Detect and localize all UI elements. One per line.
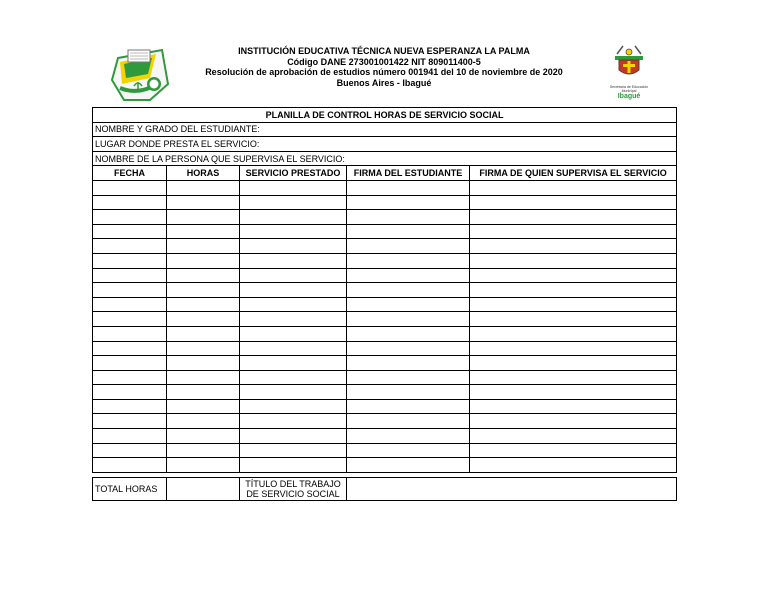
hours-cell[interactable]	[167, 210, 240, 225]
date-cell[interactable]	[93, 414, 167, 429]
supervisor-signature-cell[interactable]	[470, 429, 677, 444]
hours-cell[interactable]	[167, 429, 240, 444]
supervisor-signature-cell[interactable]	[470, 180, 677, 195]
hours-cell[interactable]	[167, 283, 240, 298]
service-cell[interactable]	[240, 283, 347, 298]
date-cell[interactable]	[93, 210, 167, 225]
student-signature-cell[interactable]	[347, 297, 470, 312]
log-rows	[93, 180, 677, 472]
supervisor-signature-cell[interactable]	[470, 283, 677, 298]
service-cell[interactable]	[240, 429, 347, 444]
student-signature-cell[interactable]	[347, 341, 470, 356]
service-cell[interactable]	[240, 312, 347, 327]
service-cell[interactable]	[240, 414, 347, 429]
hours-cell[interactable]	[167, 312, 240, 327]
table-row	[93, 429, 677, 444]
date-cell[interactable]	[93, 297, 167, 312]
table-row	[93, 341, 677, 356]
form-title: PLANILLA DE CONTROL HORAS DE SERVICIO SOCIAL	[93, 108, 677, 123]
date-cell[interactable]	[93, 195, 167, 210]
column-header-hours: HORAS	[167, 166, 240, 181]
service-cell[interactable]	[240, 443, 347, 458]
date-cell[interactable]	[93, 356, 167, 371]
date-cell[interactable]	[93, 326, 167, 341]
column-header-supervisor-signature: FIRMA DE QUIEN SUPERVISA EL SERVICIO	[470, 166, 677, 181]
table-row	[93, 180, 677, 195]
table-row	[93, 239, 677, 254]
student-signature-cell[interactable]	[347, 443, 470, 458]
supervisor-signature-cell[interactable]	[470, 385, 677, 400]
date-cell[interactable]	[93, 385, 167, 400]
hours-cell[interactable]	[167, 326, 240, 341]
table-row	[93, 195, 677, 210]
student-signature-cell[interactable]	[347, 385, 470, 400]
date-cell[interactable]	[93, 224, 167, 239]
total-hours-value-cell[interactable]	[167, 478, 240, 501]
hours-cell[interactable]	[167, 297, 240, 312]
service-cell[interactable]	[240, 326, 347, 341]
institution-codes: Código DANE 273001001422 NIT 809011400-5	[287, 56, 481, 67]
totals-table	[92, 477, 677, 501]
date-cell[interactable]	[93, 399, 167, 414]
service-place-field[interactable]: LUGAR DONDE PRESTA EL SERVICIO:	[93, 137, 677, 152]
table-row	[93, 326, 677, 341]
date-cell[interactable]	[93, 180, 167, 195]
institution-location: Buenos Aires - Ibagué	[336, 77, 432, 88]
table-row	[93, 443, 677, 458]
supervisor-signature-cell[interactable]	[470, 268, 677, 283]
service-cell[interactable]	[240, 253, 347, 268]
supervisor-signature-cell[interactable]	[470, 239, 677, 254]
student-signature-cell[interactable]	[347, 268, 470, 283]
student-signature-cell[interactable]	[347, 414, 470, 429]
service-control-table	[92, 107, 677, 473]
supervisor-signature-cell[interactable]	[470, 356, 677, 371]
ibague-secretary-logo	[603, 44, 655, 104]
table-row	[93, 312, 677, 327]
table-row	[93, 297, 677, 312]
hours-cell[interactable]	[167, 399, 240, 414]
student-signature-cell[interactable]	[347, 253, 470, 268]
service-cell[interactable]	[240, 239, 347, 254]
service-cell[interactable]	[240, 370, 347, 385]
hours-cell[interactable]	[167, 414, 240, 429]
municipal-label: Municipal	[621, 89, 637, 93]
hours-cell[interactable]	[167, 370, 240, 385]
total-hours-label: TOTAL HORAS	[93, 478, 167, 501]
supervisor-signature-cell[interactable]	[470, 370, 677, 385]
table-row	[93, 385, 677, 400]
column-header-student-signature: FIRMA DEL ESTUDIANTE	[347, 166, 470, 181]
supervisor-signature-cell[interactable]	[470, 297, 677, 312]
city-label: Ibagué	[617, 93, 641, 100]
date-cell[interactable]	[93, 458, 167, 473]
supervisor-signature-cell[interactable]	[470, 443, 677, 458]
hours-cell[interactable]	[167, 239, 240, 254]
service-cell[interactable]	[240, 180, 347, 195]
table-row	[93, 268, 677, 283]
service-cell[interactable]	[240, 458, 347, 473]
table-row	[93, 210, 677, 225]
student-signature-cell[interactable]	[347, 429, 470, 444]
supervisor-signature-cell[interactable]	[470, 312, 677, 327]
hours-cell[interactable]	[167, 458, 240, 473]
student-signature-cell[interactable]	[347, 399, 470, 414]
date-cell[interactable]	[93, 268, 167, 283]
supervisor-name-field[interactable]: NOMBRE DE LA PERSONA QUE SUPERVISA EL SERVICIO:	[93, 151, 677, 166]
student-signature-cell[interactable]	[347, 312, 470, 327]
student-signature-cell[interactable]	[347, 458, 470, 473]
student-signature-cell[interactable]	[347, 210, 470, 225]
date-cell[interactable]	[93, 312, 167, 327]
date-cell[interactable]	[93, 253, 167, 268]
supervisor-signature-cell[interactable]	[470, 326, 677, 341]
table-row	[93, 399, 677, 414]
service-cell[interactable]	[240, 297, 347, 312]
service-cell[interactable]	[240, 385, 347, 400]
service-cell[interactable]	[240, 399, 347, 414]
service-cell[interactable]	[240, 341, 347, 356]
supervisor-signature-cell[interactable]	[470, 414, 677, 429]
hours-cell[interactable]	[167, 253, 240, 268]
coat-of-arms-icon	[611, 44, 647, 80]
service-cell[interactable]	[240, 356, 347, 371]
hours-cell[interactable]	[167, 180, 240, 195]
hours-cell[interactable]	[167, 224, 240, 239]
student-signature-cell[interactable]	[347, 195, 470, 210]
supervisor-signature-cell[interactable]	[470, 224, 677, 239]
date-cell[interactable]	[93, 370, 167, 385]
supervisor-signature-cell[interactable]	[470, 341, 677, 356]
table-row	[93, 224, 677, 239]
column-header-date: FECHA	[93, 166, 167, 181]
institution-header	[180, 46, 588, 88]
hours-cell[interactable]	[167, 443, 240, 458]
supervisor-signature-cell[interactable]	[470, 458, 677, 473]
school-logo	[110, 44, 172, 104]
table-row	[93, 356, 677, 371]
table-row	[93, 283, 677, 298]
student-signature-cell[interactable]	[347, 283, 470, 298]
hours-cell[interactable]	[167, 356, 240, 371]
student-name-field[interactable]: NOMBRE Y GRADO DEL ESTUDIANTE:	[93, 122, 677, 137]
student-signature-cell[interactable]	[347, 356, 470, 371]
column-header-service: SERVICIO PRESTADO	[240, 166, 347, 181]
date-cell[interactable]	[93, 283, 167, 298]
student-signature-cell[interactable]	[347, 224, 470, 239]
table-row	[93, 370, 677, 385]
date-cell[interactable]	[93, 239, 167, 254]
hours-cell[interactable]	[167, 195, 240, 210]
service-cell[interactable]	[240, 195, 347, 210]
date-cell[interactable]	[93, 443, 167, 458]
service-cell[interactable]	[240, 224, 347, 239]
student-signature-cell[interactable]	[347, 180, 470, 195]
date-cell[interactable]	[93, 429, 167, 444]
service-cell[interactable]	[240, 210, 347, 225]
supervisor-signature-cell[interactable]	[470, 195, 677, 210]
supervisor-signature-cell[interactable]	[470, 253, 677, 268]
institution-name: INSTITUCIÓN EDUCATIVA TÉCNICA NUEVA ESPERANZA LA PALMA	[238, 46, 530, 56]
date-cell[interactable]	[93, 341, 167, 356]
supervisor-signature-cell[interactable]	[470, 210, 677, 225]
work-title-label: TÍTULO DEL TRABAJO DE SERVICIO SOCIAL	[240, 478, 347, 501]
table-row	[93, 414, 677, 429]
hours-cell[interactable]	[167, 341, 240, 356]
table-row	[93, 253, 677, 268]
student-signature-cell[interactable]	[347, 370, 470, 385]
hours-cell[interactable]	[167, 268, 240, 283]
student-signature-cell[interactable]	[347, 326, 470, 341]
table-row	[93, 458, 677, 473]
student-signature-cell[interactable]	[347, 239, 470, 254]
approval-resolution: Resolución de aprobación de estudios número 001941 del 10 de noviembre de 2020	[205, 67, 563, 77]
secretary-label: Secretaría de Educación	[609, 85, 649, 89]
service-cell[interactable]	[240, 268, 347, 283]
work-title-value-cell[interactable]	[347, 478, 677, 501]
supervisor-signature-cell[interactable]	[470, 399, 677, 414]
hours-cell[interactable]	[167, 385, 240, 400]
